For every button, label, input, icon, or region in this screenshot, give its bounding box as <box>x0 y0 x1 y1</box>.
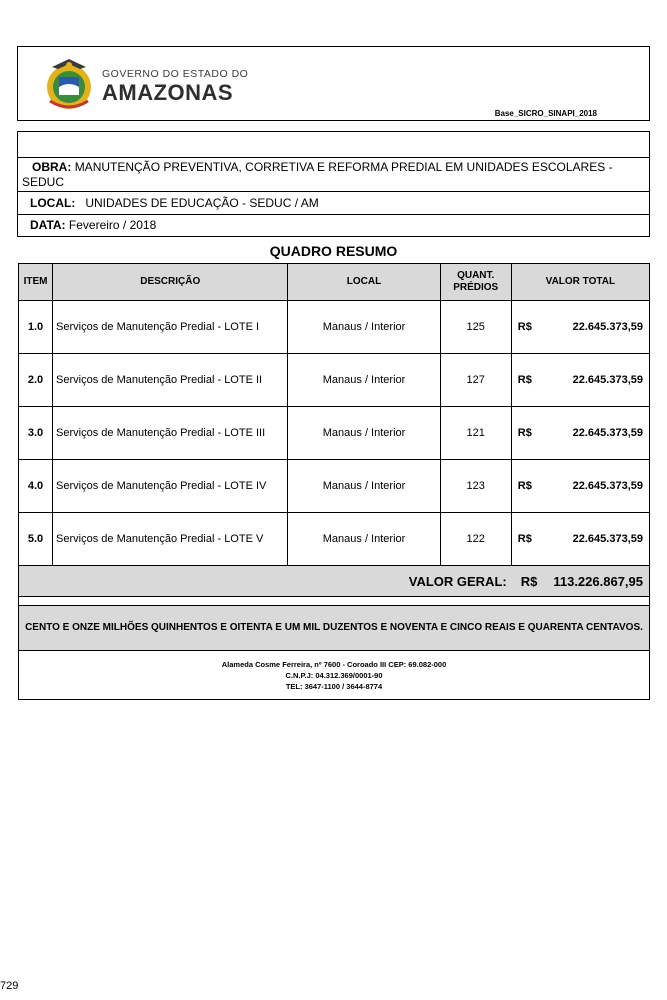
obra-label: OBRA: <box>32 160 72 174</box>
cell-currency: R$ <box>517 480 532 492</box>
cell-quant: 122 <box>440 513 511 566</box>
total-currency: R$ <box>520 573 538 589</box>
gov-line2: AMAZONAS <box>102 80 234 105</box>
cell-quant: 125 <box>440 301 511 354</box>
footer-cnpj: C.N.P.J: 04.312.369/0001-90 <box>285 670 383 680</box>
cell-valor <box>511 460 649 513</box>
footer-row <box>19 651 650 700</box>
cell-item: 5.0 <box>19 513 53 566</box>
cell-descricao: Serviços de Manutenção Predial - LOTE IV <box>53 460 288 513</box>
cell-valor <box>511 513 649 566</box>
header-quant <box>440 264 511 301</box>
total-label: VALOR GERAL: <box>408 573 507 589</box>
cell-valor <box>511 407 649 460</box>
total-value: 113.226.867,95 <box>553 573 643 589</box>
cell-item: 4.0 <box>19 460 53 513</box>
cell-descricao: Serviços de Manutenção Predial - LOTE I <box>53 301 288 354</box>
cell-descricao: Serviços de Manutenção Predial - LOTE III <box>53 407 288 460</box>
data-label: DATA: <box>30 218 66 232</box>
extenso-text: CENTO E ONZE MILHÕES QUINHENTOS E OITENTA E UM MIL DUZENTOS E NOVENTA E CINCO REAIS E QUARENTA CENTAVOS. <box>19 606 650 651</box>
footer-cell <box>19 651 650 700</box>
cell-descricao: Serviços de Manutenção Predial - LOTE II <box>53 354 288 407</box>
cell-quant: 121 <box>440 407 511 460</box>
extenso-row <box>19 606 650 651</box>
table-row <box>19 513 650 566</box>
table-header-row <box>19 264 650 301</box>
cell-amount: 22.645.373,59 <box>572 533 643 545</box>
total-row <box>19 566 650 597</box>
cell-amount: 22.645.373,59 <box>572 374 643 386</box>
gov-line1: GOVERNO DO ESTADO DO <box>102 68 249 80</box>
cell-local: Manaus / Interior <box>288 513 440 566</box>
table-row <box>19 301 650 354</box>
cell-currency: R$ <box>517 533 532 545</box>
cell-currency: R$ <box>517 427 532 439</box>
obra-row <box>18 160 649 192</box>
header-quant-line1: QUANT. <box>457 270 495 281</box>
cell-amount: 22.645.373,59 <box>572 321 643 333</box>
cell-currency: R$ <box>517 321 532 333</box>
header-box <box>17 46 650 121</box>
cell-item: 3.0 <box>19 407 53 460</box>
table-row <box>19 407 650 460</box>
table-row <box>19 354 650 407</box>
cell-item: 2.0 <box>19 354 53 407</box>
summary-table <box>18 263 650 700</box>
cell-quant: 127 <box>440 354 511 407</box>
amazonas-coat-of-arms-logo <box>40 57 98 113</box>
cell-quant: 123 <box>440 460 511 513</box>
local-label: LOCAL: <box>30 196 76 210</box>
obra-value: MANUTENÇÃO PREVENTIVA, CORRETIVA E REFORMA PREDIAL EM UNIDADES ESCOLARES - SEDUC <box>22 160 613 189</box>
page-title: QUADRO RESUMO <box>269 243 398 259</box>
cell-local: Manaus / Interior <box>288 460 440 513</box>
data-row <box>18 215 649 237</box>
cell-valor <box>511 301 649 354</box>
header-item: ITEM <box>19 264 53 301</box>
cell-amount: 22.645.373,59 <box>572 480 643 492</box>
footer-tel: TEL: 3647-1100 / 3644-8774 <box>285 681 383 691</box>
table-row <box>19 460 650 513</box>
base-label: Base_SICRO_SINAPI_2018 <box>494 109 597 118</box>
cell-descricao: Serviços de Manutenção Predial - LOTE V <box>53 513 288 566</box>
cell-local: Manaus / Interior <box>288 407 440 460</box>
header-quant-line2: PRÉDIOS <box>453 282 499 293</box>
cell-amount: 22.645.373,59 <box>572 427 643 439</box>
header-descricao: DESCRIÇÃO <box>53 264 288 301</box>
info-box <box>17 157 650 237</box>
gap-row <box>19 597 650 606</box>
data-value: Fevereiro / 2018 <box>68 218 157 232</box>
page-number: 729 <box>0 980 19 992</box>
cell-local: Manaus / Interior <box>288 354 440 407</box>
header-local: LOCAL <box>288 264 440 301</box>
header-valor: VALOR TOTAL <box>511 264 649 301</box>
cell-currency: R$ <box>517 374 532 386</box>
local-value: UNIDADES DE EDUCAÇÃO - SEDUC / AM <box>85 196 319 210</box>
cell-valor <box>511 354 649 407</box>
local-row <box>18 192 649 215</box>
spacer-box <box>17 131 650 157</box>
cell-local: Manaus / Interior <box>288 301 440 354</box>
footer-address: Alameda Cosme Ferreira, nº 7600 - Coroado III CEP: 69.082-000 <box>221 659 447 669</box>
cell-item: 1.0 <box>19 301 53 354</box>
total-cell <box>19 566 650 597</box>
